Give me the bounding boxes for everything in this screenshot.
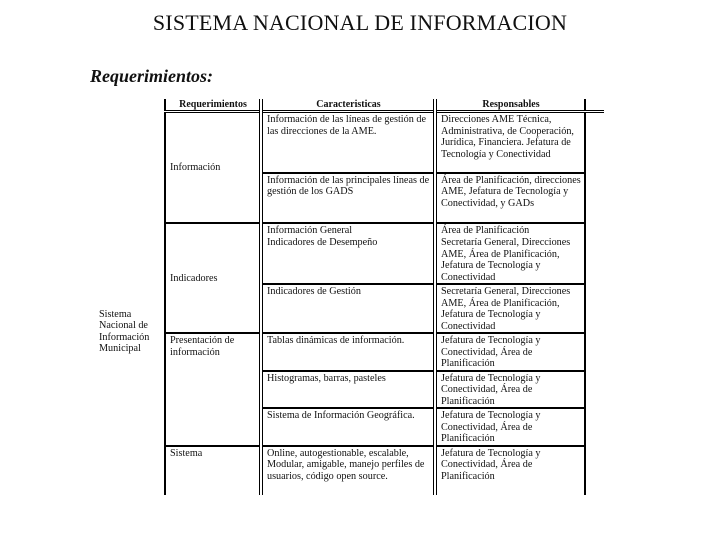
responsable-cell: Secretaría General, Direcciones AME, Área de Planificación, Jefatura de Tecnología y Conectividad: [435, 284, 585, 333]
req-sistema: [165, 446, 261, 496]
caracteristica-cell: Online, autogestionable, escalable, Modular, amigable, manejo perfiles de usuarios, código open source.: [261, 446, 435, 496]
header-responsables: Responsables: [435, 99, 585, 112]
table-header-row: [95, 99, 604, 112]
req-sistema-label: Sistema: [170, 447, 203, 459]
req-indicadores: [165, 223, 261, 334]
responsable-cell: Secretaría General, Direcciones AME, Área de Planificación, Jefatura de Tecnología y Conectividad: [435, 236, 585, 284]
responsable-cell: Direcciones AME Técnica, Administrativa, de Cooperación, Jurídica, Financiera. Jefatura de Tecnología y Conectividad: [435, 112, 585, 173]
req-informacion-label: Información: [170, 162, 221, 173]
caracteristica-cell: Tablas dinámicas de información.: [261, 333, 435, 371]
requirements-document: [95, 99, 604, 495]
responsable-cell: Jefatura de Tecnología y Conectividad, Área de Planificación: [435, 408, 585, 446]
responsable-cell: Jefatura de Tecnología y Conectividad, Área de Planificación: [435, 371, 585, 409]
req-presentacion-label: Presentación de información: [170, 335, 235, 358]
responsable-cell: Jefatura de Tecnología y Conectividad, Área de Planificación: [435, 446, 585, 496]
section-subtitle: Requerimientos:: [90, 66, 214, 86]
responsable-cell: Área de Planificación, direcciones AME, Jefatura de Tecnología y Conectividad, y GADs: [435, 173, 585, 223]
responsable-cell: Área de Planificación: [435, 223, 585, 237]
table-row: [95, 333, 604, 371]
group-cell: [95, 112, 165, 496]
table-row: [95, 446, 604, 496]
caracteristica-cell: Histogramas, barras, pasteles: [261, 371, 435, 409]
page-title: SISTEMA NACIONAL DE INFORMACION: [152, 10, 568, 35]
caracteristica-cell: Información General: [261, 223, 435, 237]
requirements-table: [95, 99, 604, 495]
req-informacion: [165, 112, 261, 223]
caracteristica-cell: Indicadores de Gestión: [261, 284, 435, 333]
responsable-cell: Jefatura de Tecnología y Conectividad, Área de Planificación: [435, 333, 585, 371]
header-requerimientos: Requerimientos: [165, 99, 261, 112]
caracteristica-cell: Sistema de Información Geográfica.: [261, 408, 435, 446]
caracteristica-cell: Indicadores de Desempeño: [261, 236, 435, 284]
table-row: [95, 223, 604, 237]
table-row: [95, 112, 604, 173]
group-label: Sistema Nacional de Información Municipal: [99, 308, 150, 354]
caracteristica-cell: Información de las líneas de gestión de las direcciones de la AME.: [261, 112, 435, 173]
req-presentacion: [165, 333, 261, 446]
caracteristica-cell: Información de las principales líneas de gestión de los GADS: [261, 173, 435, 223]
header-caracteristicas: Caracteristicas: [261, 99, 435, 112]
req-indicadores-label: Indicadores: [170, 272, 218, 284]
